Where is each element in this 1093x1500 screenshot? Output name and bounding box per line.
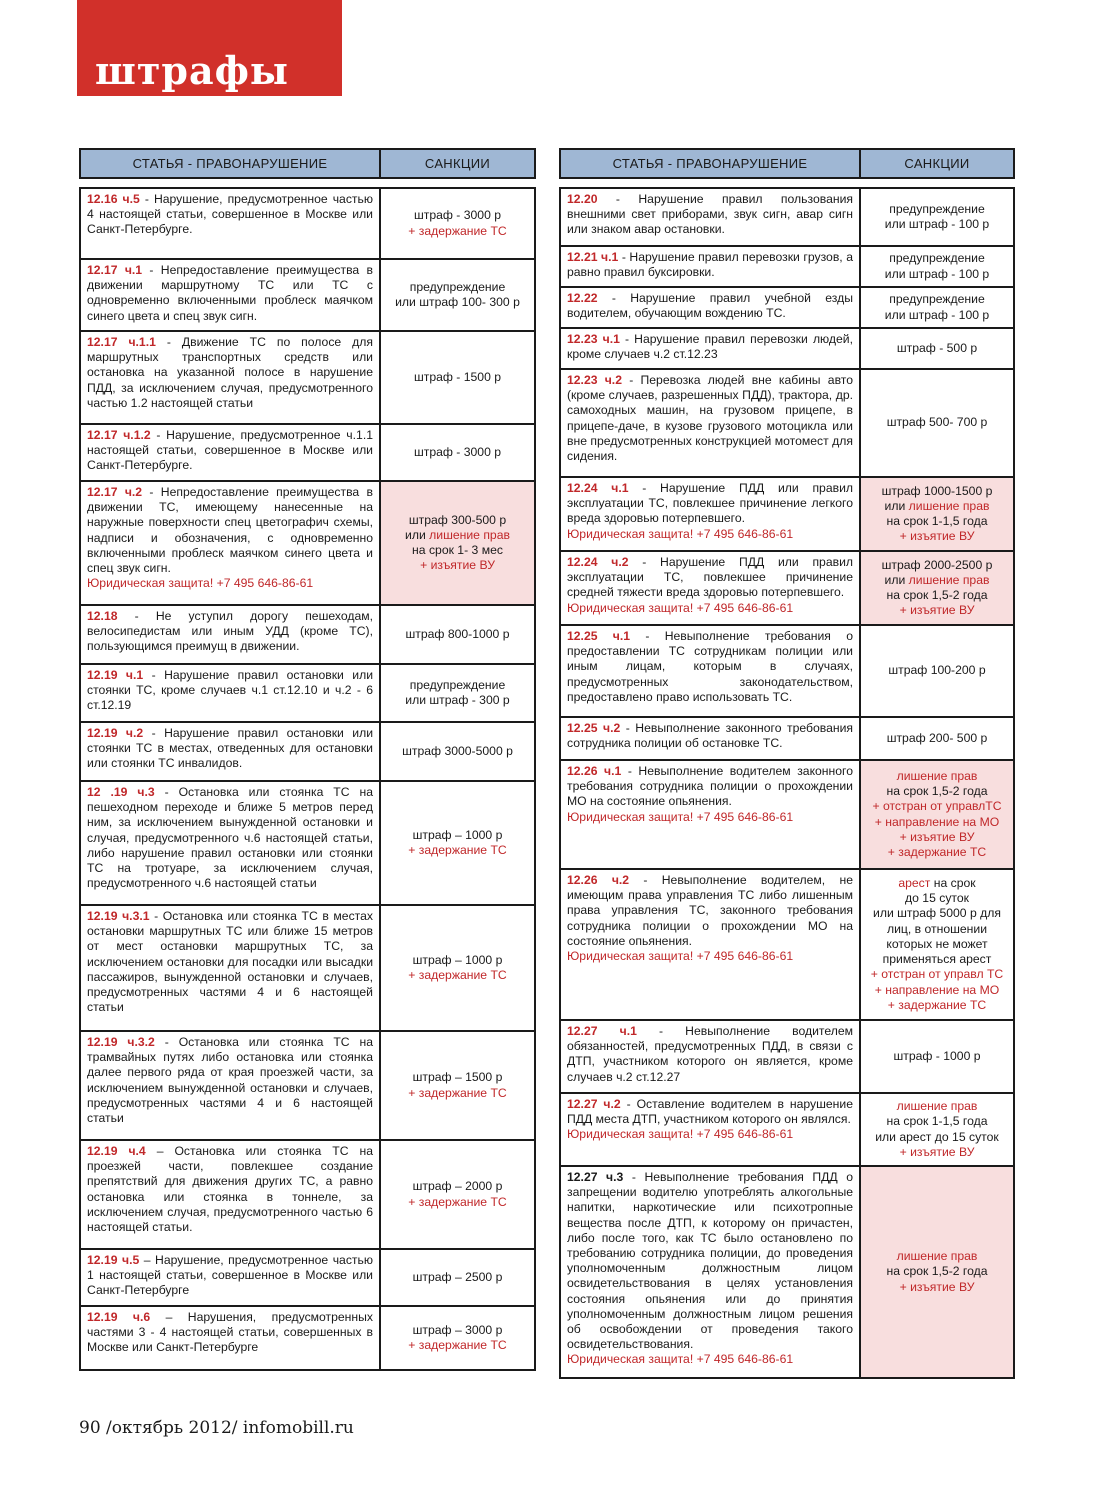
article-cell <box>81 1032 381 1139</box>
sanction-text: на срок <box>933 876 976 891</box>
table-row <box>81 189 534 258</box>
sanction-text: штраф - 500 р <box>896 340 978 355</box>
article-cell <box>561 1021 861 1092</box>
sanction-text: штраф 2000-2500 р <box>881 557 993 572</box>
sanction-text: штраф - 1000 р <box>893 1048 981 1063</box>
sanction-text: или штраф - 100 р <box>884 217 990 231</box>
sanction-text: или штраф 5000 р для <box>873 906 1001 921</box>
table-header <box>559 148 1015 179</box>
sanction-text: лишение прав <box>908 572 990 587</box>
sanction-text: или штраф - 100 р <box>884 266 990 281</box>
article-text: - Оставление водителем в нарушение ПДД места ДТП, участником которого он являлся. <box>567 1097 853 1127</box>
table-row <box>81 1305 534 1369</box>
legal-hotline: Юридическая защита! +7 495 646-86-61 <box>87 576 314 591</box>
sanction-cell <box>861 288 1013 327</box>
sanction-text: предупреждение <box>409 279 506 294</box>
sanction-line <box>405 528 510 543</box>
table-row <box>81 721 534 780</box>
article-code: 12.26 ч.1 <box>567 764 622 778</box>
article-text: - Невыполнение водителем обязанностей, предусмотренных ПДД, в связи с ДТП, участником которого он является, кроме случаев ч.2 ст.12.27 <box>567 1024 853 1084</box>
table-row <box>81 1030 534 1139</box>
table-row <box>561 1165 1013 1377</box>
article-code: 12.16 ч.5 <box>87 192 140 206</box>
sanction-cell <box>861 718 1013 759</box>
sanction-text: штраф 3000-5000 р <box>402 743 513 758</box>
article-cell <box>561 761 861 868</box>
sanction-text: штраф 800-1000 р <box>405 626 510 641</box>
sanction-cell <box>381 723 534 780</box>
sanction-text: + отстран от управлТС <box>872 799 1002 814</box>
legal-hotline: Юридическая защита! +7 495 646-86-61 <box>567 600 794 615</box>
article-text: – Нарушения, предусмотренных частями 3 - 4 настоящей статьи, совершенных в Москве или Санкт-Петербурге <box>87 1310 373 1355</box>
table-row <box>561 476 1013 550</box>
sanction-text: лиц, в отношении <box>886 921 988 936</box>
article-cell <box>81 606 381 663</box>
sanction-text: арест <box>898 876 931 891</box>
table-row <box>81 330 534 423</box>
article-code: 12.25 ч.1 <box>567 629 631 643</box>
sanction-text: предупреждение <box>889 201 985 216</box>
sanction-line <box>885 499 990 514</box>
sanction-text: на срок 1-1,5 года <box>886 514 988 528</box>
table-row <box>561 550 1013 624</box>
table-row <box>561 189 1013 245</box>
article-cell <box>561 370 861 476</box>
table-row <box>561 368 1013 476</box>
table-row <box>561 1092 1013 1165</box>
sanction-text: штраф 200- 500 р <box>886 730 988 745</box>
sanction-cell <box>381 260 534 330</box>
sanction-text: + задержание ТС <box>887 997 987 1012</box>
article-column-header: СТАТЬЯ - ПРАВОНАРУШЕНИЕ <box>561 150 861 177</box>
article-code: 12.18 <box>87 609 118 623</box>
sanction-column-header: САНКЦИИ <box>424 156 491 171</box>
article-cell <box>81 425 381 480</box>
sanction-text: + задержание ТС <box>408 1085 507 1100</box>
sanction-text: предупреждение <box>409 677 506 692</box>
article-text: - Невыполнение требования ПДД о запрещении водителю употреблять алкогольные напитки, наркотические или психотропные вещества после ДТП, к которому он причастен, либо после того, как ТС было остановлено по требованию сотрудника полиции, до проведения уполномоченным должностным лицом освидетельствования в целях установления состояния опьянения или до принятия уполномоченным должностным лицом решения об освобождении от проведения такого освидетельствования. <box>567 1170 853 1352</box>
sanction-text: + изъятие ВУ <box>899 1144 975 1159</box>
article-text: - Нарушение правил остановки или стоянки ТС в местах, отведенных для остановки или стоянки ТС инвалидов. <box>87 726 374 771</box>
article-text: - Непредоставление преимущества в движении маршрутному ТС или ТС с одновременно включенными проблеск маячком синего цвета и спец звук сигн. <box>87 263 373 323</box>
table-row <box>81 423 534 480</box>
sanction-text: на срок 1,5-2 года <box>886 1264 988 1279</box>
article-cell <box>81 1250 381 1305</box>
sanction-cell <box>381 606 534 663</box>
sanction-cell <box>381 482 534 604</box>
article-text: - Перевозка людей вне кабины авто (кроме случаев, разрешенных ПДД), трактора, др. самоходных машин, на грузовом прицепе, в прицепе-даче, в кузове грузового мотоцикла или вне предусмотренных конструкцией мотомест для сидения. <box>567 373 854 464</box>
article-text: - Нарушение, предусмотренное частью 4 настоящей статьи, совершенное в Москве или Санкт-Петербурге. <box>87 192 373 237</box>
sanction-cell <box>861 870 1013 1019</box>
sanction-text: + направление на МО <box>874 814 1000 829</box>
sanction-cell <box>381 425 534 480</box>
article-text: - Не уступил дорогу пешеходам, велосипедистам или иным УДД (кроме ТС), пользующимся преимущ в движении. <box>87 609 373 654</box>
article-code: 12.19 ч.3.2 <box>87 1035 155 1049</box>
sanction-text: штраф – 1000 р <box>412 952 503 967</box>
table-header <box>79 148 536 179</box>
table-row <box>561 1019 1013 1092</box>
article-text: - Нарушение ПДД или правил эксплуатации ТС, повлекшее причинение средней тяжести вреда здоровью потерпевшего. <box>567 555 853 600</box>
article-text: - Невыполнение водителем, не имеющим права управления ТС либо лишенным права управления ТС, законного требования сотрудника полиции о прохождении МО на состояние опьянения. <box>567 873 853 948</box>
article-cell <box>81 482 381 604</box>
article-code: 12.19 ч.6 <box>87 1310 151 1324</box>
sanction-text: штраф 500- 700 р <box>886 415 988 430</box>
table-row <box>81 904 534 1030</box>
article-text: - Остановка или стоянка ТС в местах остановки маршрутных ТС или ближе 15 метров от мест остановки маршрутных ТС, за исключением остановки для посадки или высадки пассажиров, вынужденной остановки и случаев, предусмотренных частями 4 и 6 настоящей статьи <box>87 909 373 1015</box>
sanction-cell <box>861 1094 1013 1165</box>
article-cell <box>561 247 861 286</box>
sanction-cell <box>861 247 1013 286</box>
sanction-text: лишение прав <box>896 1249 978 1264</box>
sanction-text: или штраф - 300 р <box>405 693 510 707</box>
sanction-text: предупреждение <box>889 251 985 266</box>
article-cell <box>561 1094 861 1165</box>
table-row <box>81 663 534 721</box>
article-cell <box>81 332 381 423</box>
article-code: 12.19 ч.3.1 <box>87 909 150 923</box>
sanction-text: предупреждение <box>889 292 985 307</box>
sanction-cell <box>381 332 534 423</box>
sanction-text: лишение прав <box>429 527 510 542</box>
article-cell <box>81 906 381 1030</box>
sanction-line <box>885 573 990 588</box>
sanction-cell <box>381 782 534 904</box>
article-column-header: СТАТЬЯ - ПРАВОНАРУШЕНИЕ <box>81 150 381 177</box>
sanction-text: на срок 1- 3 мес <box>412 543 503 557</box>
table-row <box>561 245 1013 286</box>
sanction-text: лишение прав <box>896 1099 978 1114</box>
sanction-cell <box>861 329 1013 368</box>
article-code: 12.17 ч.1.1 <box>87 335 156 349</box>
article-cell <box>81 260 381 330</box>
article-text: - Остановка или стоянка ТС на пешеходном переходе и ближе 5 метров перед ним, за исключением вынужденной остановки и случая, предусмотренного ч.6 настоящей статьи, либо нарушение правил остановки или стоянки ТС на тротуаре, за исключением случая, предусмотренного ч.6 настоящей статьи <box>87 785 373 891</box>
article-code: 12.27 ч.2 <box>567 1097 621 1111</box>
article-cell <box>561 478 861 550</box>
table-body <box>79 187 536 1371</box>
sanction-text: штраф - 1500 р <box>413 369 502 384</box>
sanction-cell <box>861 370 1013 476</box>
sanction-text: + задержание ТС <box>408 1194 507 1209</box>
sanction-column-header: САНКЦИИ <box>904 156 970 171</box>
article-code: 12 .19 ч.3 <box>87 785 155 799</box>
sanction-text: лишение прав <box>896 768 978 783</box>
article-text: - Нарушение правил перевозки грузов, а равно правил буксировки. <box>567 250 853 280</box>
sanction-cell <box>861 1167 1013 1377</box>
legal-hotline: Юридическая защита! +7 495 646-86-61 <box>567 526 794 541</box>
article-code: 12.24 ч.1 <box>567 481 629 495</box>
sanction-text: + задержание ТС <box>408 1338 507 1352</box>
article-cell <box>561 329 861 368</box>
sanction-cell <box>381 906 534 1030</box>
legal-hotline: Юридическая защита! +7 495 646-86-61 <box>567 949 794 964</box>
article-code: 12.25 ч.2 <box>567 721 621 735</box>
article-code: 12.23 ч.1 <box>567 332 620 346</box>
article-cell <box>561 189 861 245</box>
sanction-text: + задержание ТС <box>408 223 507 238</box>
article-text: - Невыполнение законного требования сотрудника полиции об остановке ТС. <box>567 721 853 751</box>
article-text: - Нарушение правил остановки или стоянки ТС, кроме случаев ч.1 ст.12.10 и ч.2 - 6 ст.12.19 <box>87 668 374 713</box>
article-text: - Невыполнение требования о предоставлении ТС сотрудникам полиции или иным лицам, которым в случаях, предусмотренных законодательством, предоставлено право использовать ТС. <box>567 629 853 704</box>
article-code: 12.19 ч.2 <box>87 726 144 740</box>
sanction-text: штраф – 1500 р <box>412 1070 503 1085</box>
article-cell <box>81 723 381 780</box>
left-fines-table <box>79 148 536 1371</box>
article-cell <box>81 782 381 904</box>
table-row <box>561 327 1013 368</box>
article-cell <box>561 552 861 624</box>
article-cell <box>81 1141 381 1248</box>
sanction-text: штраф - 3000 р <box>413 444 502 459</box>
article-text: - Непредоставление преимущества в движении ТС, имеющему нанесенные на наружные поверхности спец цветографич схемы, надписи и обозначения, с одновременно включенными проблеск маячком синего цвета и спец звук сигн. <box>87 485 373 576</box>
article-cell <box>561 718 861 759</box>
sanction-text: штраф – 1000 р <box>412 827 503 842</box>
table-row <box>81 258 534 330</box>
article-code: 12.17 ч.1.2 <box>87 428 151 442</box>
sanction-text: лишение прав <box>908 498 990 513</box>
article-text: - Нарушение, предусмотренное ч.1.1 настоящей статьи, совершенное в Москве или Санкт-Петербурге. <box>87 428 373 473</box>
page-footer: 90 /октябрь 2012/ infomobill.ru <box>79 1418 354 1438</box>
article-cell <box>81 1307 381 1369</box>
sanction-text: или штраф - 100 р <box>884 307 990 322</box>
article-text: - Нарушение правил перевозки людей, кроме случаев ч.2 ст.12.23 <box>567 332 854 362</box>
article-code: 12.20 <box>567 192 598 206</box>
section-banner <box>77 0 342 96</box>
article-text: - Нарушение ПДД или правил эксплуатации ТС, повлекшее причинение легкого вреда здоровью потерпевшего. <box>567 481 853 526</box>
article-cell <box>561 1167 861 1377</box>
sanction-cell <box>861 1021 1013 1092</box>
sanction-text: до 15 суток <box>905 891 969 906</box>
article-code: 12.19 ч.5 <box>87 1253 140 1267</box>
sanction-text: на срок 1-1,5 года <box>886 1114 988 1129</box>
article-code: 12.27 ч.3 <box>567 1170 624 1184</box>
sanction-text: + задержание ТС <box>408 968 507 982</box>
table-row <box>561 759 1013 868</box>
article-code: 12.21 ч.1 <box>567 250 619 264</box>
table-row <box>561 624 1013 716</box>
article-text: – Остановка или стоянка ТС на проезжей части, повлекшее создание препятствий для движения других ТС, а равно остановка или стоянка в тоннеле, за исключением случая, предусмотренного частью 6 настоящей статьи. <box>87 1144 374 1235</box>
sanction-text: на срок 1,5-2 года <box>886 784 988 799</box>
sanction-text: или <box>884 572 906 587</box>
sanction-text: + изъятие ВУ <box>899 603 975 618</box>
sanction-text: штраф – 3000 р <box>412 1322 503 1337</box>
sanction-cell <box>381 665 534 721</box>
table-row <box>81 780 534 904</box>
article-code: 12.24 ч.2 <box>567 555 629 569</box>
article-code: 12.27 ч.1 <box>567 1024 637 1038</box>
sanction-text: + отстран от управл ТС <box>870 967 1004 982</box>
sanction-text: или арест до 15 суток <box>875 1129 999 1144</box>
sanction-text: + изъятие ВУ <box>420 558 495 573</box>
sanction-text: на срок 1,5-2 года <box>886 588 988 602</box>
sanction-cell <box>861 552 1013 624</box>
article-cell <box>81 189 381 258</box>
sanction-text: штраф 300-500 р <box>408 512 507 527</box>
sanction-text: + изъятие ВУ <box>899 1279 975 1294</box>
sanction-cell <box>381 189 534 258</box>
sanction-cell <box>861 761 1013 868</box>
legal-hotline: Юридическая защита! +7 495 646-86-61 <box>567 1352 794 1367</box>
article-code: 12.17 ч.2 <box>87 485 143 499</box>
sanction-cell <box>861 478 1013 550</box>
article-code: 12.22 <box>567 291 598 305</box>
sanction-cell <box>381 1032 534 1139</box>
article-code: 12.17 ч.1 <box>87 263 143 277</box>
article-cell <box>561 288 861 327</box>
article-text: – Нарушение, предусмотренное частью 1 настоящей статьи, совершенное в Москве или Санкт-Петербурге <box>87 1253 373 1298</box>
sanction-text: или <box>405 527 426 542</box>
table-row <box>561 716 1013 759</box>
article-text: - Нарушение правил учебной езды водителем, обучающим вождению ТС. <box>567 291 853 321</box>
table-row <box>81 480 534 604</box>
article-code: 12.19 ч.4 <box>87 1144 146 1158</box>
article-text: - Остановка или стоянка ТС на трамвайных путях либо остановка или стоянка далее первого ряда от края проезжей части, за исключением вынужденной остановки и случаев, предусмотренных частями 4 и 6 настоящей статьи <box>87 1035 373 1126</box>
sanction-line <box>898 876 975 891</box>
sanction-cell <box>861 189 1013 245</box>
article-text: - Невыполнение водителем законного требования сотрудника полиции о прохождении МО на состояние опьянения. <box>567 764 854 809</box>
sanction-text: + направление на МО <box>874 982 1000 997</box>
sanction-text: + задержание ТС <box>887 844 987 859</box>
sanction-cell <box>861 626 1013 716</box>
sanction-text: или <box>884 498 906 513</box>
legal-hotline: Юридическая защита! +7 495 646-86-61 <box>567 1127 794 1142</box>
sanction-text: + изъятие ВУ <box>899 529 975 544</box>
sanction-text: или штраф 100- 300 р <box>395 295 520 309</box>
sanction-cell <box>381 1307 534 1369</box>
table-row <box>81 1248 534 1305</box>
article-code: 12.26 ч.2 <box>567 873 630 887</box>
sanction-text: + задержание ТС <box>408 843 507 857</box>
table-row <box>561 286 1013 327</box>
table-row <box>81 1139 534 1248</box>
article-cell <box>81 665 381 721</box>
article-text: - Нарушение правил пользования внешними свет приборами, звук сигн, авар сигн или знаком авар остановки. <box>567 192 853 237</box>
sanction-text: штраф – 2000 р <box>412 1179 503 1194</box>
table-body <box>559 187 1015 1379</box>
sanction-text: + изъятие ВУ <box>899 829 975 844</box>
table-row <box>561 868 1013 1019</box>
article-text: - Движение ТС по полосе для маршрутных транспортных средств или остановка на указанной полосе в нарушение ПДД, за исключением случая, предусмотренного частью 1.2 настоящей статьи <box>87 335 373 410</box>
sanction-text: которых не может <box>886 936 988 951</box>
right-fines-table <box>559 148 1015 1379</box>
table-row <box>81 604 534 663</box>
sanction-text: штраф – 2500 р <box>412 1269 503 1284</box>
section-title: штрафы <box>95 48 289 93</box>
article-cell <box>561 870 861 1019</box>
sanction-cell <box>381 1141 534 1248</box>
sanction-text: штраф - 3000 р <box>413 208 502 223</box>
sanction-text: штраф 1000-1500 р <box>881 483 993 498</box>
article-cell <box>561 626 861 716</box>
sanction-cell <box>381 1250 534 1305</box>
sanction-text: применяться арест <box>882 952 992 967</box>
article-code: 12.23 ч.2 <box>567 373 622 387</box>
legal-hotline: Юридическая защита! +7 495 646-86-61 <box>567 809 794 824</box>
sanction-text: штраф 100-200 р <box>888 663 986 678</box>
article-code: 12.19 ч.1 <box>87 668 144 682</box>
